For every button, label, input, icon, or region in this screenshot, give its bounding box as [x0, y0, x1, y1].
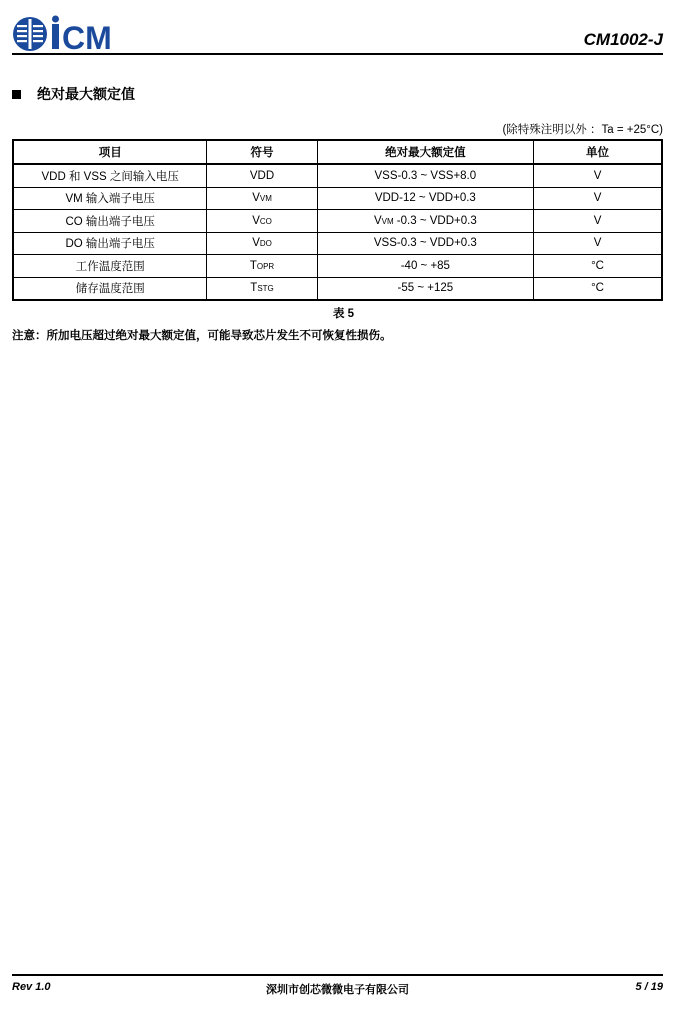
cell-symbol: TOPR — [207, 255, 317, 278]
column-header-item: 项目 — [13, 140, 207, 164]
page-number: 5 / 19 — [635, 981, 663, 993]
page-footer — [12, 981, 663, 997]
warning-note: 注意：所加电压超过绝对最大额定值，可能导致芯片发生不可恢复性损伤。 — [12, 330, 392, 342]
cell-symbol: VDD — [207, 164, 317, 187]
cell-item: CO 输出端子电压 — [13, 210, 207, 233]
cell-item: 工作温度范围 — [13, 255, 207, 278]
cell-unit: V — [534, 232, 662, 255]
cell-rating: VSS-0.3 ~ VSS+8.0 — [317, 164, 533, 187]
table-row — [13, 210, 662, 233]
company-name: 深圳市创芯微微电子有限公司 — [266, 984, 409, 996]
cell-symbol: VCO — [207, 210, 317, 233]
cell-unit: V — [534, 187, 662, 210]
footer-divider — [12, 974, 663, 976]
table-condition-note: (除特殊注明以外 ：Ta = +25°C) — [502, 124, 663, 136]
cell-item: VM 输入端子电压 — [13, 187, 207, 210]
icm-logo — [12, 12, 152, 56]
cell-symbol: VVM — [207, 187, 317, 210]
table-row — [13, 232, 662, 255]
table-row — [13, 187, 662, 210]
cell-unit: V — [534, 164, 662, 187]
column-header-symbol: 符号 — [207, 140, 317, 164]
cell-unit: °C — [534, 277, 662, 300]
table-row — [13, 164, 662, 187]
cell-unit: V — [534, 210, 662, 233]
cell-rating: VSS-0.3 ~ VDD+0.3 — [317, 232, 533, 255]
cell-item: DO 输出端子电压 — [13, 232, 207, 255]
cell-symbol: TSTG — [207, 277, 317, 300]
cell-symbol: VDO — [207, 232, 317, 255]
revision-label: Rev 1.0 — [12, 981, 51, 993]
cell-rating: VDD-12 ~ VDD+0.3 — [317, 187, 533, 210]
table-header-row — [13, 140, 662, 164]
page-header — [12, 8, 663, 54]
table-row — [13, 255, 662, 278]
svg-text:CM: CM — [62, 20, 112, 56]
cell-unit: °C — [534, 255, 662, 278]
cell-item: 储存温度范围 — [13, 277, 207, 300]
table-row — [13, 277, 662, 300]
header-divider — [12, 53, 663, 55]
square-bullet-icon — [12, 90, 21, 99]
column-header-unit: 单位 — [534, 140, 662, 164]
model-number: CM1002-J — [583, 30, 663, 49]
section-heading — [12, 85, 135, 103]
absolute-max-ratings-table — [12, 139, 663, 301]
column-header-rating: 绝对最大额定值 — [317, 140, 533, 164]
section-title: 绝对最大额定值 — [37, 86, 135, 102]
cell-rating: VVM -0.3 ~ VDD+0.3 — [317, 210, 533, 233]
cell-item: VDD 和 VSS 之间输入电压 — [13, 164, 207, 187]
cell-rating: -40 ~ +85 — [317, 255, 533, 278]
table-caption: 表 5 — [332, 308, 355, 320]
cell-rating: -55 ~ +125 — [317, 277, 533, 300]
